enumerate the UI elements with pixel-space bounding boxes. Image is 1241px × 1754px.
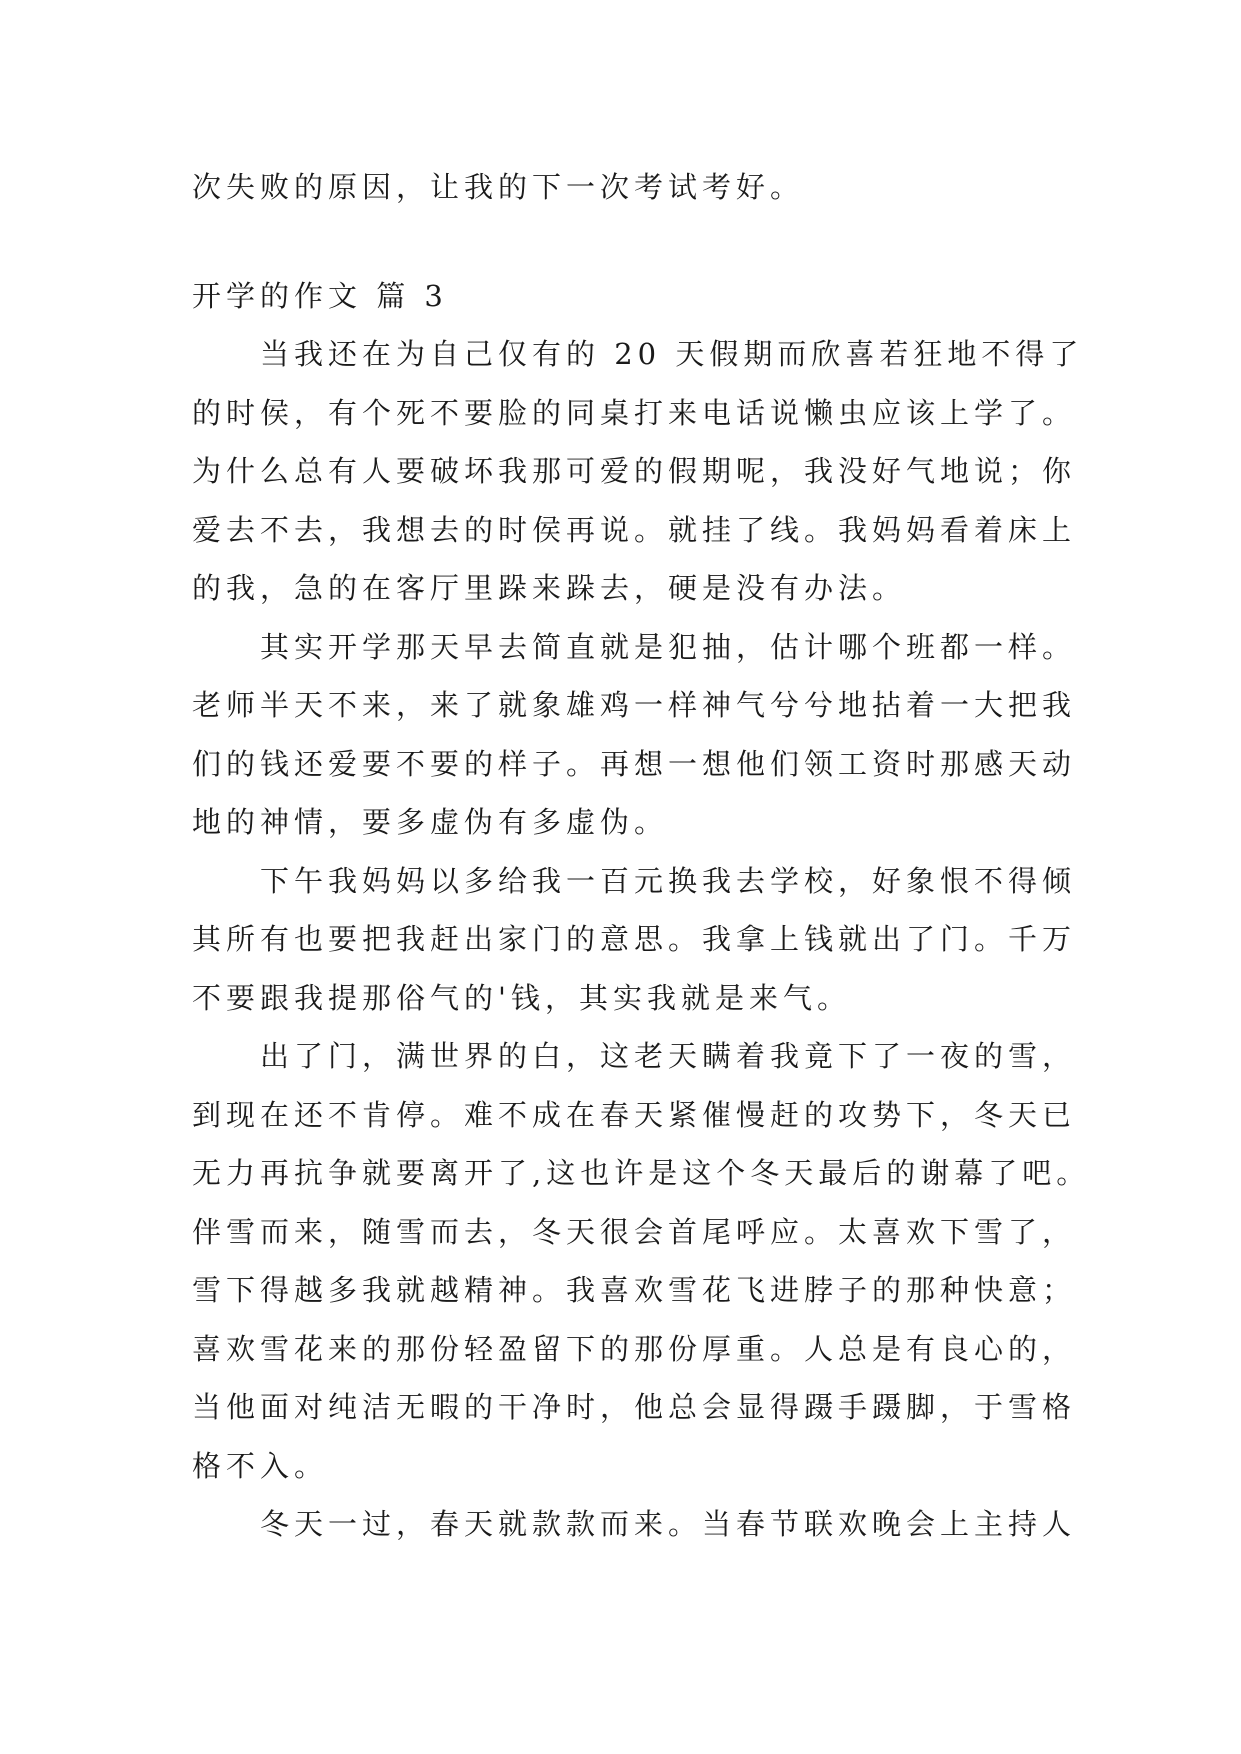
text-line: 喜欢雪花来的那份轻盈留下的那份厚重。人总是有良心的，	[192, 1331, 1077, 1366]
text-line: 伴雪而来，随雪而去，冬天很会首尾呼应。太喜欢下雪了，	[192, 1214, 1077, 1249]
text-line: 老师半天不来，来了就象雄鸡一样神气兮兮地拈着一大把我	[192, 688, 1077, 722]
text-line: 格不入。	[192, 1448, 329, 1483]
text-line: 到现在还不肯停。难不成在春天紧催慢赶的攻势下，冬天已	[192, 1097, 1077, 1132]
text-line: 雪下得越多我就越精神。我喜欢雪花飞进脖子的那种快意；	[192, 1273, 1077, 1307]
text-line: 出了门，满世界的白，这老天瞒着我竟下了一夜的雪，	[260, 1039, 1077, 1073]
lead-line: 次失败的原因，让我的下一次考试考好。	[192, 170, 805, 204]
text-line: 其所有也要把我赶出家门的意思。我拿上钱就出了门。千万	[192, 922, 1077, 956]
paragraph	[192, 1495, 1077, 1554]
text-line: 当我还在为自己仅有的 20 天假期而欣喜若狂地不得了	[260, 337, 1084, 371]
text-line: 不要跟我提那俗气的'钱，其实我就是来气。	[192, 980, 851, 1015]
text-line: 们的钱还爱要不要的样子。再想一想他们领工资时那感天动	[192, 746, 1077, 781]
text-line: 下午我妈妈以多给我一百元换我去学校，好象恨不得倾	[260, 863, 1077, 898]
text-line: 的我，急的在客厅里跺来跺去，硬是没有办法。	[192, 571, 907, 605]
document-body	[192, 158, 1091, 1554]
paragraph	[192, 852, 1077, 1028]
section-heading: 开学的作文 篇 3	[192, 278, 448, 313]
paragraph	[192, 325, 1084, 618]
text-line: 的时侯，有个死不要脸的同桌打来电话说懒虫应该上学了。	[192, 395, 1077, 430]
text-line: 爱去不去，我想去的时侯再说。就挂了线。我妈妈看着床上	[192, 512, 1077, 547]
text-line: 当他面对纯洁无暇的干净时，他总会显得蹑手蹑脚，于雪格	[192, 1390, 1077, 1424]
text-line: 为什么总有人要破坏我那可爱的假期呢，我没好气地说；你	[192, 454, 1077, 488]
paragraph	[192, 1027, 1091, 1495]
text-line: 冬天一过，春天就款款而来。当春节联欢晚会上主持人	[260, 1507, 1077, 1541]
paragraph	[192, 618, 1077, 852]
text-line: 其实开学那天早去简直就是犯抽，估计哪个班都一样。	[260, 629, 1077, 664]
text-line: 地的神情，要多虚伪有多虚伪。	[192, 805, 669, 839]
text-line: 无力再抗争就要离开了,这也许是这个冬天最后的谢幕了吧。	[192, 1156, 1091, 1190]
